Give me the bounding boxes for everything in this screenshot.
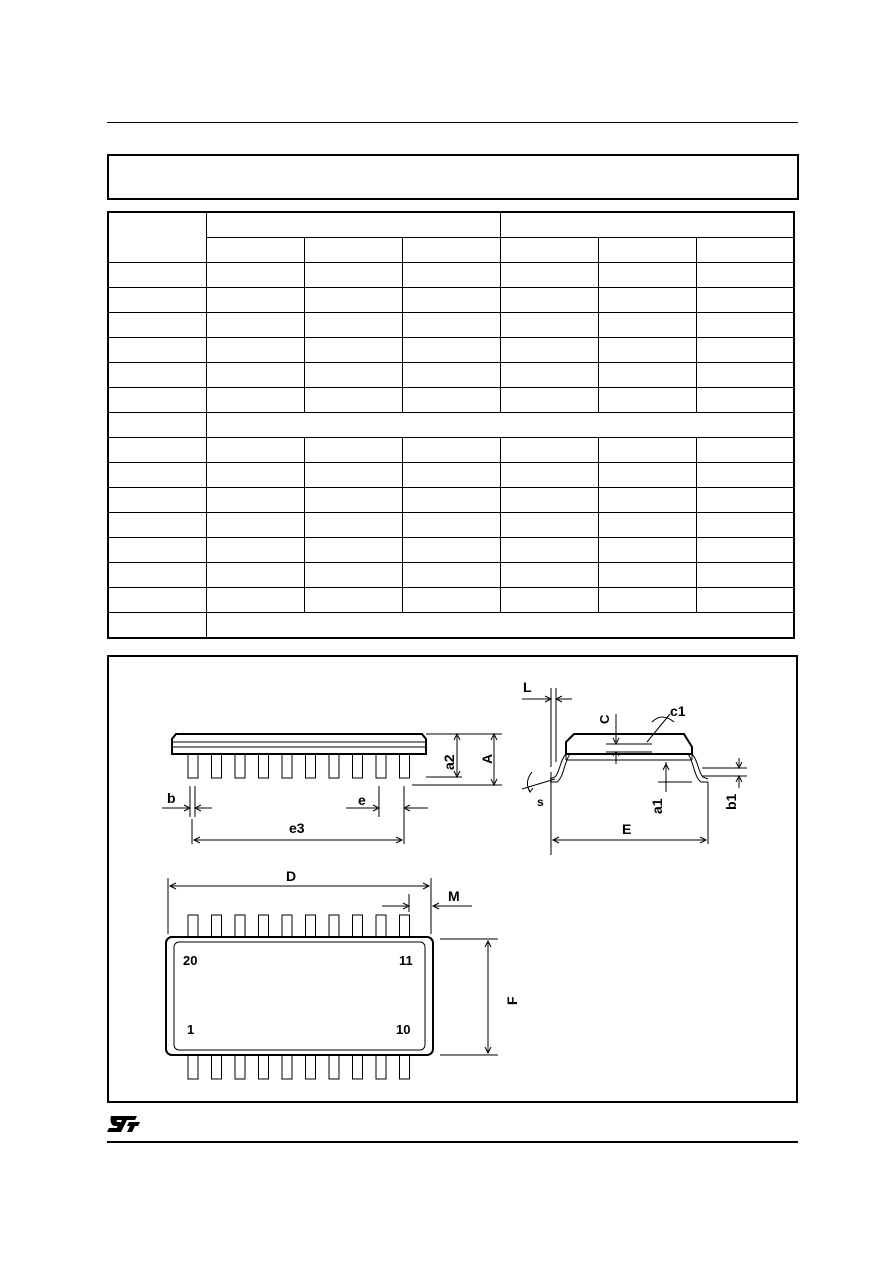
top-pin-upper [400,915,410,937]
table-row [108,363,794,388]
label-C: C [597,714,612,724]
header-rule [107,122,798,123]
min-header [500,238,598,263]
label-E: E [622,821,632,837]
side-pin [212,754,222,778]
table-row [108,388,794,413]
top-pin-lower [329,1055,339,1079]
label-e: e [358,792,366,808]
table-subheader-row [108,238,794,263]
inch-header-cell [500,212,794,238]
top-pin-upper [329,915,339,937]
package-drawing-box [107,655,798,1103]
top-pin-upper [282,915,292,937]
side-pin [400,754,410,778]
table-row-merged [108,613,794,639]
top-pin-lower [353,1055,363,1079]
mm-header-cell [206,212,500,238]
typ-header [598,238,696,263]
table-row-merged [108,413,794,438]
footer-rule [107,1141,798,1143]
label-A: A [479,753,495,764]
top-pin-upper [353,915,363,937]
table-row [108,338,794,363]
label-e3: e3 [289,820,305,836]
top-pin-lower [212,1055,222,1079]
label-b1: b1 [723,793,739,810]
label-b: b [167,790,176,806]
label-c1: c1 [670,703,686,719]
label-s: s [537,795,544,809]
pin-label-10: 10 [396,1022,411,1037]
table-title-box [107,154,799,200]
top-pin-upper [259,915,269,937]
package-drawing [109,657,796,1101]
top-pin-lower [376,1055,386,1079]
side-view [162,734,502,844]
label-M: M [448,888,460,904]
dimension-table [107,211,795,639]
table-row [108,313,794,338]
table-row [108,513,794,538]
top-pin-lower [188,1055,198,1079]
min-header [206,238,304,263]
top-pin-upper [376,915,386,937]
side-pins [188,754,410,778]
side-pin [188,754,198,778]
pin-label-1: 1 [187,1022,195,1037]
label-a2: a2 [441,754,457,770]
side-pin [235,754,245,778]
top-pin-lower [306,1055,316,1079]
table-row [108,263,794,288]
table-row [108,463,794,488]
top-pin-lower [400,1055,410,1079]
dim-header-cell [108,212,206,263]
max-header [696,238,794,263]
pin-label-11: 11 [399,953,413,968]
side-pin [306,754,316,778]
side-pin [259,754,269,778]
label-L: L [523,679,532,695]
side-pin [282,754,292,778]
top-pin-lower [282,1055,292,1079]
table-row [108,588,794,613]
side-pin [353,754,363,778]
label-a1: a1 [649,798,665,814]
table-row [108,538,794,563]
table-row [108,563,794,588]
top-pin-upper [188,915,198,937]
end-view [522,688,747,855]
top-pin-lower [235,1055,245,1079]
top-pin-upper [306,915,316,937]
side-pin [376,754,386,778]
st-logo [107,1114,141,1134]
top-view [166,878,498,1079]
side-pin [329,754,339,778]
top-pin-upper [212,915,222,937]
pin-label-20: 20 [183,953,198,968]
max-header [402,238,500,263]
top-pin-lower [259,1055,269,1079]
table-row [108,438,794,463]
label-F: F [504,996,520,1005]
typ-header [304,238,402,263]
top-pin-upper [235,915,245,937]
table-row [108,288,794,313]
label-D: D [286,868,297,884]
table-row [108,488,794,513]
table-header-row [108,212,794,238]
